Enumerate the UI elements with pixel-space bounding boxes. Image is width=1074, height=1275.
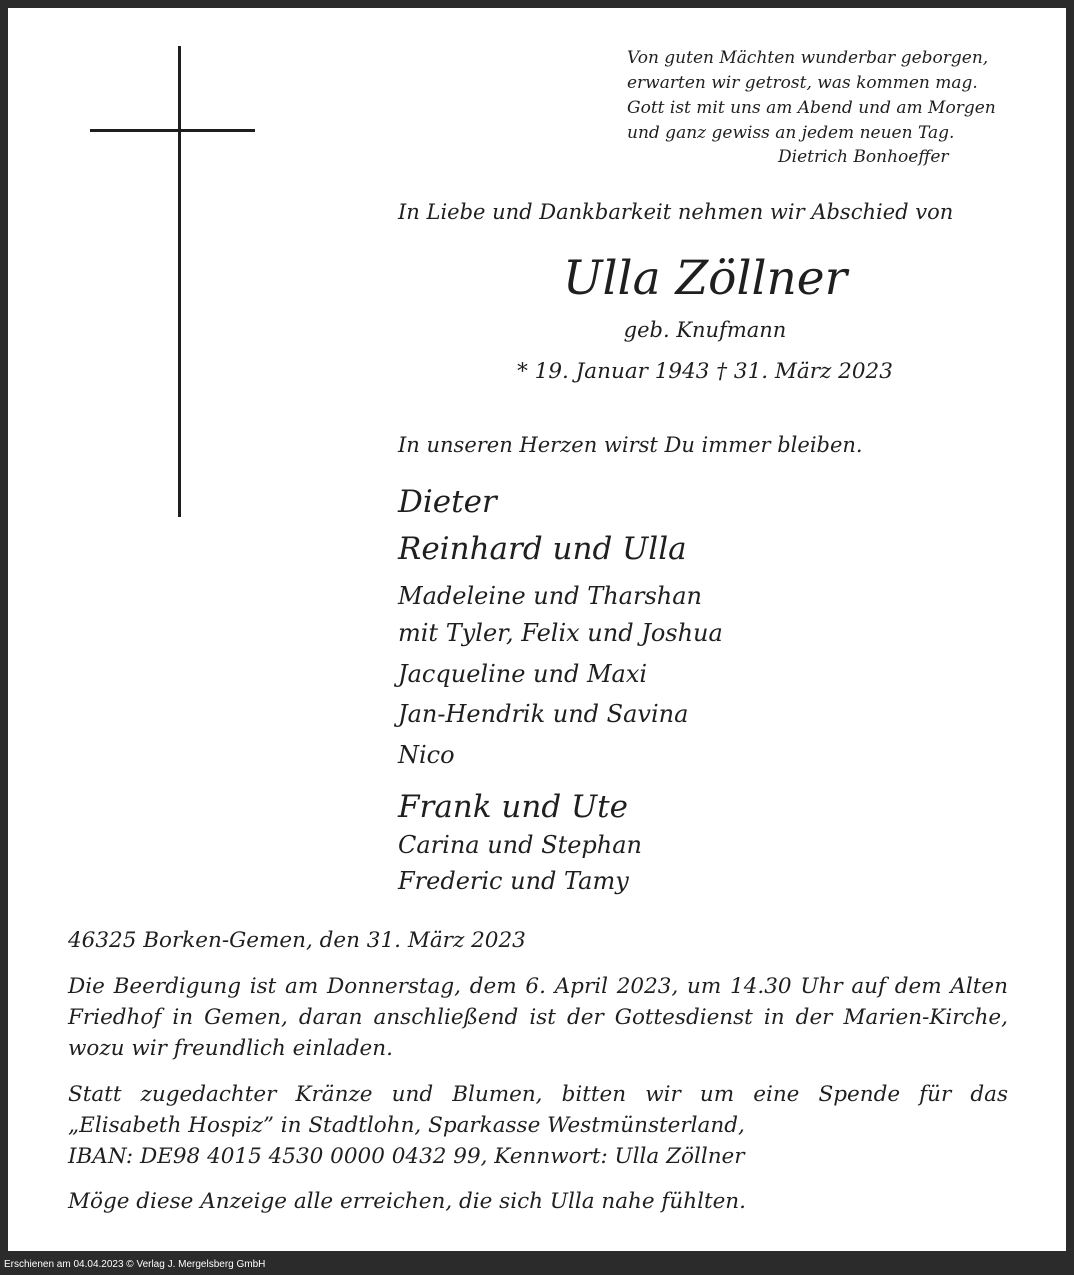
poem-line: erwarten wir getrost, was kommen mag. [627,73,978,93]
deceased-name: Ulla Zöllner [562,251,848,306]
publication-footer: Erschienen am 04.04.2023 © Verlag J. Mergelsberg GmbH [4,1259,266,1270]
poem-line: Gott ist mit uns am Abend und am Morgen [627,98,996,118]
family-jacqueline: Jacqueline und Maxi [398,660,648,688]
closing-line: Möge diese Anzeige alle erreichen, die sich Ulla nahe fühlten. [68,1189,746,1214]
family-nico: Nico [398,741,455,769]
poem [627,46,996,146]
family-kids: mit Tyler, Felix und Joshua [398,619,723,647]
life-dates: * 19. Januar 1943 † 31. März 2023 [517,359,893,384]
donation-line: IBAN: DE98 4015 4530 0000 0432 99, Kennwort: Ulla Zöllner [68,1144,745,1169]
hearts-line: In unseren Herzen wirst Du immer bleiben. [398,433,863,457]
donation-line: Statt zugedachter Kränze und Blumen, bitten wir um eine Spende für das [68,1082,1008,1107]
family-frank: Frank und Ute [398,789,628,825]
family-madeleine: Madeleine und Tharshan [398,582,702,610]
donation-info [68,1079,1008,1172]
cross-icon-horizontal [90,129,255,132]
poem-line: Von guten Mächten wunderbar geborgen, [627,48,989,68]
funeral-info: Die Beerdigung ist am Donnerstag, dem 6. April 2023, um 14.30 Uhr auf dem Alten Friedhof in Gemen, daran anschließend ist der Gottesdienst in der Marien-Kirche, wozu wir freundlich einladen. [68,974,1008,1061]
family-frederic: Frederic und Tamy [398,867,629,895]
poem-author: Dietrich Bonhoeffer [778,147,949,167]
obituary-page [8,8,1066,1251]
family-reinhard: Reinhard und Ulla [398,531,687,567]
poem-line: und ganz gewiss an jedem neuen Tag. [627,123,955,143]
place-date: 46325 Borken-Gemen, den 31. März 2023 [68,928,526,953]
family-dieter: Dieter [398,484,497,520]
family-janhendrik: Jan-Hendrik und Savina [398,700,689,728]
family-carina: Carina und Stephan [398,831,642,859]
donation-line: „Elisabeth Hospiz” in Stadtlohn, Sparkasse Westmünsterland, [68,1113,745,1138]
birth-name: geb. Knufmann [623,318,787,342]
intro-text: In Liebe und Dankbarkeit nehmen wir Abschied von [398,200,954,224]
